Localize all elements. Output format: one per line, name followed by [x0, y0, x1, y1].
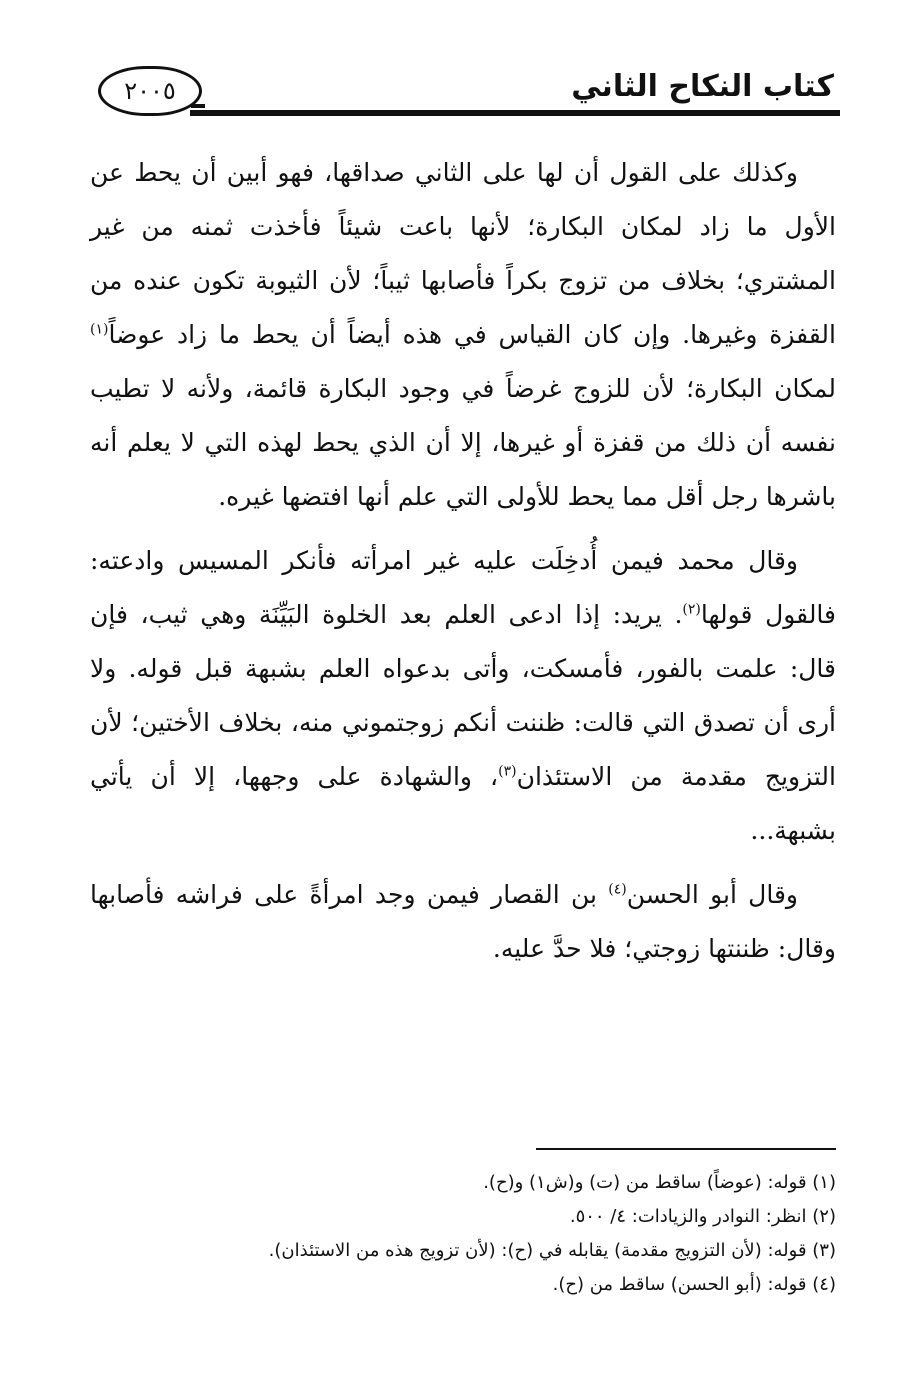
running-header [90, 56, 840, 126]
footnote-3: (٣) قوله: (لأن التزويج مقدمة) يقابله في (ح): (لأن تزويج هذه من الاستئذان). [268, 1240, 836, 1261]
footnote-ref-3: (٣) [498, 763, 517, 780]
footnote-ref-1: (١) [90, 321, 109, 338]
footnote-ref-4: (٤) [608, 881, 627, 898]
paragraph-1-text-a: وكذلك على القول أن لها على الثاني صداقها، فهو أبين أن يحط عن الأول ما زاد لمكان البكارة؛ لأنها باعت شيئاً فأخذت ثمنه من غير المشتري؛ بخلاف من تزوج بكراً فأصابها ثيباً؛ لأن الثيوبة تكون عنده من القفزة وغيرها. وإن كان القياس في هذه أيضاً أن يحط ما زاد عوضاً [90, 158, 836, 349]
paragraph-1-text-b: لمكان البكارة؛ لأن للزوج غرضاً في وجود البكارة قائمة، ولأنه لا تطيب نفسه أن ذلك من قفزة أو غيرها، إلا أن الذي يحط لهذه التي لا يعلم أنه باشرها رجل أقل مما يحط للأولى التي علم أنها افتضها غيره. [90, 374, 836, 511]
paragraph-3-text-b: بن القصار فيمن وجد امرأةً على فراشه فأصابها وقال: ظننتها زوجتي؛ فلا حدَّ عليه. [90, 880, 836, 963]
footnote-4: (٤) قوله: (أبو الحسن) ساقط من (ح). [552, 1274, 836, 1295]
paragraph-3 [90, 868, 836, 976]
footnote-1: (١) قوله: (عوضاً) ساقط من (ت) و(ش١) و(ح). [483, 1172, 836, 1193]
paragraph-3-text-a: وقال أبو الحسن [626, 880, 798, 909]
page-number-badge [98, 66, 202, 116]
footnote-2: (٢) انظر: النوادر والزيادات: ٤/ ٥٠٠. [569, 1206, 836, 1227]
paragraph-2-text-b: . يريد: إذا ادعى العلم بعد الخلوة البَيِّنَة وهي ثيب، فإن قال: علمت بالفور، فأمسكت، وأتى بدعواه العلم بشبهة قبل قوله. ولا أرى أن تصدق التي قالت: ظننت أنكم زوجتموني منه، بخلاف الأختين؛ لأن التزويج مقدمة من الاستئذان [90, 600, 836, 791]
paragraph-1 [90, 146, 836, 524]
main-text [90, 146, 836, 986]
footnotes [90, 1166, 836, 1302]
paragraph-2-text-a: وقال محمد فيمن أُدخِلَت عليه غير امرأته فأنكر المسيس وادعته: فالقول قولها [90, 546, 837, 629]
book-title: كتاب النكاح الثاني [571, 69, 834, 104]
paragraph-2-text-c: ، والشهادة على وجهها، إلا أن يأتي بشبهة... [90, 762, 836, 845]
page-number: ٢٠٠٥ [124, 77, 176, 105]
footnote-ref-2: (٢) [682, 601, 701, 618]
header-rule [190, 110, 840, 116]
footnote-separator [536, 1148, 836, 1150]
paragraph-2 [90, 534, 836, 858]
